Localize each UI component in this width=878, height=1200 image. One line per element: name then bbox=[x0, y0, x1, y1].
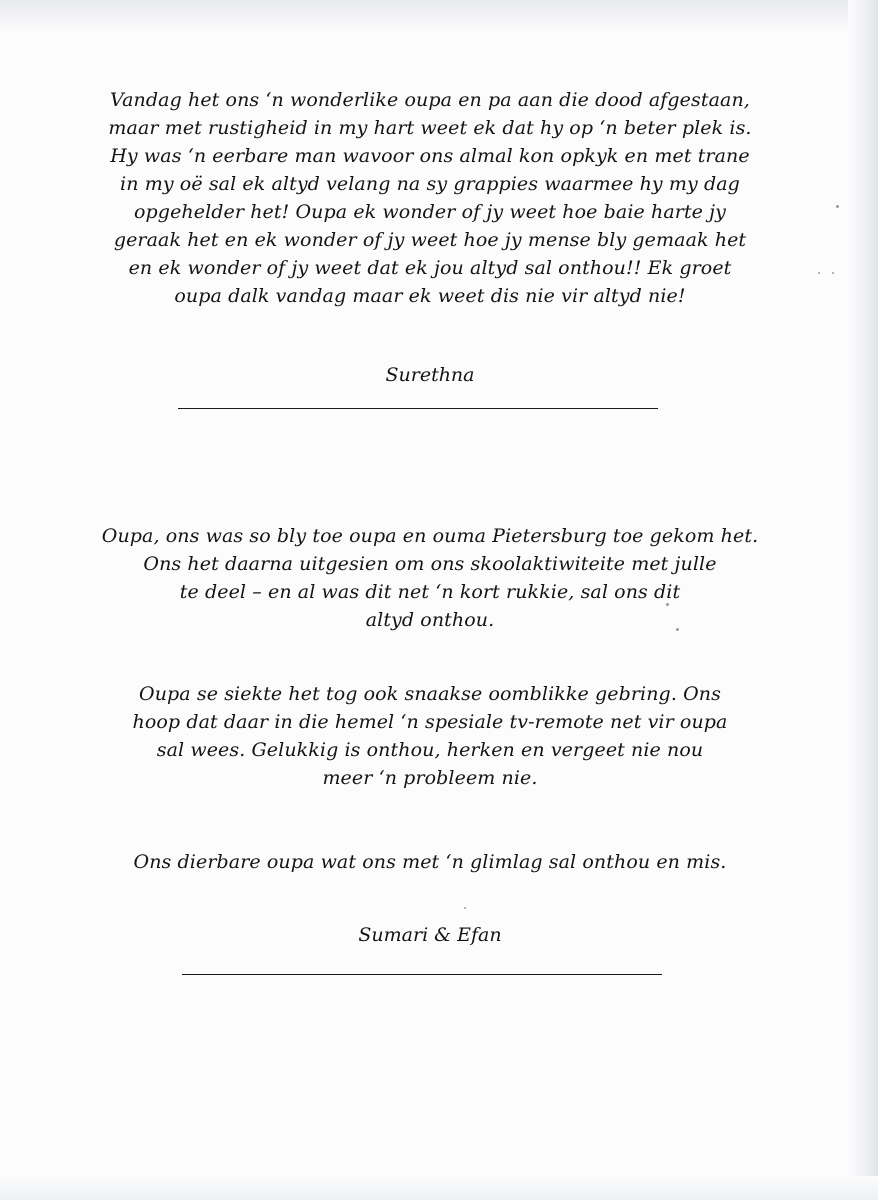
scan-shadow-right bbox=[848, 0, 878, 1200]
text-line: te deel – en al was dit net ‘n kort rukkie, sal ons dit bbox=[179, 581, 681, 603]
text-line: altyd onthou. bbox=[365, 609, 495, 631]
scan-speck bbox=[676, 628, 679, 631]
text-line: opgehelder het! Oupa ek wonder of jy weet hoe baie harte jy bbox=[134, 201, 726, 223]
text-line: Oupa, ons was so bly toe oupa en ouma Pietersburg toe gekom het. bbox=[101, 525, 759, 547]
text-line: meer ‘n probleem nie. bbox=[322, 767, 538, 789]
text-line: en ek wonder of jy weet dat ek jou altyd sal onthou!! Ek groet bbox=[128, 257, 732, 279]
text-line: Ons dierbare oupa wat ons met ‘n glimlag sal onthou en mis. bbox=[133, 851, 727, 873]
scan-speck bbox=[464, 907, 466, 909]
text-line: Hy was ‘n eerbare man wavoor ons almal kon opkyk en met trane bbox=[110, 145, 750, 167]
text-line: maar met rustigheid in my hart weet ek dat hy op ‘n beter plek is. bbox=[108, 117, 752, 139]
text-line: Vandag het ons ‘n wonderlike oupa en pa aan die dood afgestaan, bbox=[110, 89, 750, 111]
scan-speck bbox=[666, 603, 669, 606]
scan-speck bbox=[836, 205, 839, 208]
text-line: oupa dalk vandag maar ek weet dis nie vir altyd nie! bbox=[174, 285, 686, 307]
scan-shadow-bottom bbox=[0, 1176, 878, 1200]
text-line: sal wees. Gelukkig is onthou, herken en vergeet nie nou bbox=[156, 739, 704, 761]
signature-surethna: Surethna bbox=[385, 364, 475, 386]
scan-speck bbox=[818, 272, 820, 274]
scan-shadow-top bbox=[0, 0, 878, 34]
tribute-2-closing bbox=[40, 848, 820, 876]
text-line: Ons het daarna uitgesien om ons skoolaktiwiteite met julle bbox=[143, 553, 717, 575]
text-line: hoop dat daar in die hemel ‘n spesiale tv-remote net vir oupa bbox=[132, 711, 728, 733]
text-line: Oupa se siekte het tog ook snaakse oomblikke gebring. Ons bbox=[139, 683, 721, 705]
tribute-1-text bbox=[40, 86, 820, 310]
text-line: in my oë sal ek altyd velang na sy grappies waarmee hy my dag bbox=[120, 173, 740, 195]
divider-line bbox=[178, 408, 658, 409]
scan-speck bbox=[832, 272, 834, 274]
text-line: geraak het en ek wonder of jy weet hoe jy mense bly gemaak het bbox=[113, 229, 747, 251]
tribute-2-paragraph-1 bbox=[40, 522, 820, 634]
signature-sumari-efan: Sumari & Efan bbox=[358, 924, 502, 946]
divider-line bbox=[182, 974, 662, 975]
tribute-2-paragraph-2 bbox=[40, 680, 820, 792]
